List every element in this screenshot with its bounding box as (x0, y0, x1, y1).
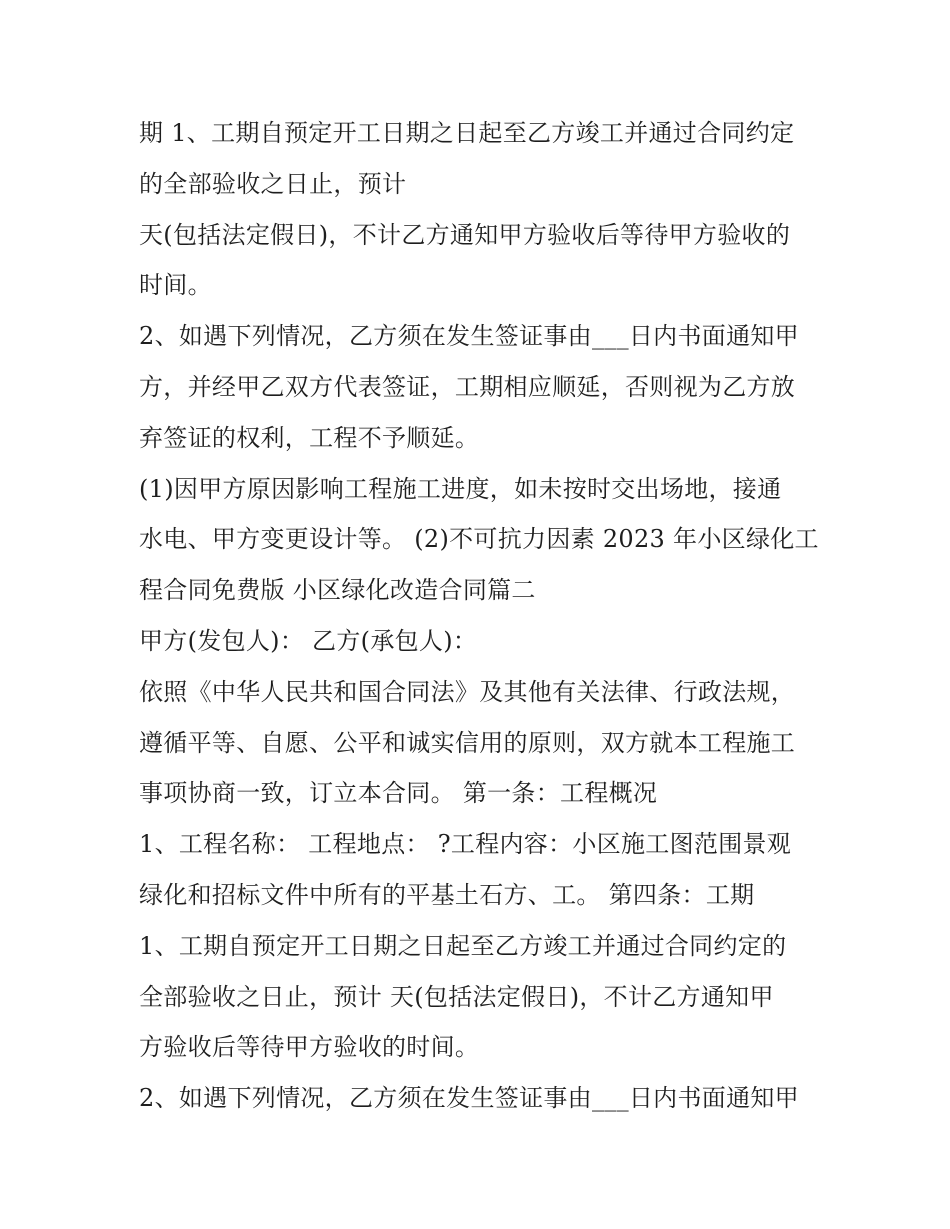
contract-text (139, 108, 829, 1124)
text-line: 甲方(发包人)： 乙方(承包人)： (139, 626, 478, 655)
text-line: 时间。 (139, 271, 212, 300)
text-line: 1、工程名称： 工程地点： ?工程内容：小区施工图范围景观 (139, 830, 792, 859)
text-line: 程合同免费版 小区绿化改造合同篇二 (139, 576, 536, 605)
text-line: (1)因甲方原因影响工程施工进度，如未按时交出场地，接通 (139, 474, 782, 503)
text-line: 全部验收之日止，预计 天(包括法定假日)，不计乙方通知甲 (139, 982, 774, 1011)
text-line: 事项协商一致，订立本合同。 第一条：工程概况 (139, 779, 658, 808)
text-line: 期 1、工期自预定开工日期之日起至乙方竣工并通过合同约定 (139, 119, 795, 147)
text-line: 1、工期自预定开工日期之日起至乙方竣工并通过合同约定的 (139, 931, 787, 960)
text-line: 天(包括法定假日)，不计乙方通知甲方验收后等待甲方验收的 (139, 220, 791, 249)
text-line: 方验收后等待甲方验收的时间。 (139, 1033, 480, 1062)
text-line: 2、如遇下列情况，乙方须在发生签证事由___日内书面通知甲 (139, 1084, 799, 1113)
text-line: 的全部验收之日止，预计 (139, 169, 407, 198)
text-line: 2、如遇下列情况，乙方须在发生签证事由___日内书面通知甲 (139, 322, 799, 351)
text-line: 依照《中华人民共和国合同法》及其他有关法律、行政法规， (139, 677, 796, 706)
text-line: 弃签证的权利，工程不予顺延。 (139, 423, 480, 452)
text-line: 方，并经甲乙双方代表签证，工期相应顺延，否则视为乙方放 (139, 372, 796, 401)
text-line: 绿化和招标文件中所有的平基土石方、工。 第四条：工期 (139, 880, 755, 909)
text-line: 遵循平等、自愿、公平和诚实信用的原则，双方就本工程施工 (139, 728, 796, 757)
text-line: 水电、甲方变更设计等。 (2)不可抗力因素 2023 年小区绿化工 (139, 525, 819, 554)
